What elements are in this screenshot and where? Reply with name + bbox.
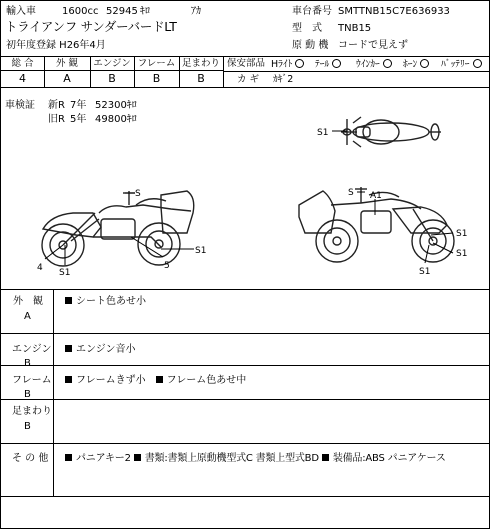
ok-mark-icon — [420, 59, 429, 68]
equipment-title: 保安部品 — [227, 58, 266, 69]
inspection-new-label: 新R — [48, 100, 65, 111]
model-type-label: 型 式 — [292, 23, 322, 34]
comment-grade-exterior: A — [24, 311, 31, 322]
ok-mark-icon — [383, 59, 392, 68]
damage-diagram — [1, 87, 489, 289]
inspection-new-years: 7年 — [70, 100, 87, 111]
equip-tail: ﾃｰﾙ — [315, 59, 341, 70]
bullet-icon — [65, 297, 72, 304]
inspection-old-km: 49800ｷﾛ — [95, 114, 137, 125]
grade-value-overall: 4 — [19, 72, 26, 85]
inspection-old-label: 旧R — [48, 114, 65, 125]
mark-left-s: S — [135, 189, 141, 199]
equip-winker: ｳｲﾝｶｰ — [356, 59, 392, 70]
grade-label-suspension: 足まわり — [181, 58, 220, 69]
inspection-new-km: 52300ｷﾛ — [95, 100, 137, 111]
comment-text-engine: エンジン音小 — [65, 345, 136, 355]
displacement: 1600cc — [62, 6, 99, 17]
grade-label-overall: 総 合 — [11, 58, 34, 69]
mark-right-s: S — [348, 188, 354, 198]
mark-left-s1-right: S1 — [195, 246, 207, 256]
grade-value-suspension: B — [197, 72, 205, 85]
bullet-icon — [65, 454, 72, 461]
frame-no: SMTTNB15C7E636933 — [338, 6, 450, 17]
mark-top-s1: S1 — [317, 128, 329, 138]
mark-right-s1-c: S1 — [419, 267, 431, 277]
grade-label-exterior: 外 観 — [55, 58, 79, 69]
frame-no-label: 車台番号 — [292, 6, 332, 17]
bullet-icon — [322, 454, 329, 461]
comment-grade-frame: B — [24, 389, 31, 400]
key-value: ｶｷﾞ2 — [273, 74, 294, 85]
comment-label-other: そ の 他 — [12, 453, 49, 464]
mileage-unit: ｷﾛ — [140, 6, 150, 17]
ok-mark-icon — [295, 59, 304, 68]
comment-label-engine: エンジン — [12, 344, 52, 355]
bullet-icon — [134, 454, 141, 461]
bullet-icon — [65, 345, 72, 352]
comment-text-exterior: シート色あせ小 — [65, 297, 146, 307]
color: ｱｶ — [191, 6, 201, 17]
comment-text-frame: フレームきず小 フレーム色あせ中 — [65, 376, 246, 386]
grade-value-engine: B — [108, 72, 116, 85]
inspection-title: 車検証 — [5, 100, 35, 111]
comment-grade-engine: B — [24, 358, 31, 369]
mark-right-s1-b: S1 — [456, 249, 468, 259]
equip-headlight: Hﾗｲﾄ — [271, 59, 304, 70]
ok-mark-icon — [473, 59, 482, 68]
engine-label: 原 動 機 — [292, 40, 329, 51]
mark-right-a1: A1 — [370, 191, 382, 201]
grade-label-frame: フレーム — [137, 58, 176, 69]
mark-left-5: 5 — [164, 261, 170, 271]
grade-value-frame: B — [152, 72, 161, 85]
first-registration: 初年度登録 H26年4月 — [6, 40, 106, 51]
mark-left-s1-bottom: S1 — [59, 268, 71, 278]
grade-label-engine: エンジン — [93, 58, 131, 69]
equip-battery: ﾊﾞｯﾃﾘｰ — [441, 59, 482, 70]
mark-left-4: 4 — [37, 263, 43, 273]
engine-value: コードで見えず — [338, 40, 408, 51]
bullet-icon — [156, 376, 163, 383]
equip-horn: ﾎｰﾝ — [403, 59, 429, 70]
comment-label-suspension: 足まわり — [12, 406, 52, 417]
model-type: TNB15 — [338, 23, 372, 34]
top-view-motorcycle-icon — [341, 117, 441, 147]
comment-label-frame: フレーム — [12, 375, 52, 386]
ok-mark-icon — [332, 59, 341, 68]
import-label: 輸入車 — [6, 6, 36, 17]
comment-label-exterior: 外 観 — [13, 296, 43, 307]
mileage: 52945 — [106, 6, 138, 17]
bullet-icon — [65, 376, 72, 383]
comment-grade-suspension: B — [24, 421, 31, 432]
mark-right-s1-a: S1 — [456, 229, 468, 239]
key-label: カ ギ — [237, 74, 260, 85]
model-name: トライアンフ サンダーバードLT — [5, 19, 177, 34]
grade-value-exterior: A — [63, 72, 71, 85]
comment-text-other: パニアキー2 書類:書類上原動機型式C 書類上型式BD 装備品:ABS パニアケース — [65, 454, 446, 464]
inspection-old-years: 5年 — [70, 114, 87, 125]
